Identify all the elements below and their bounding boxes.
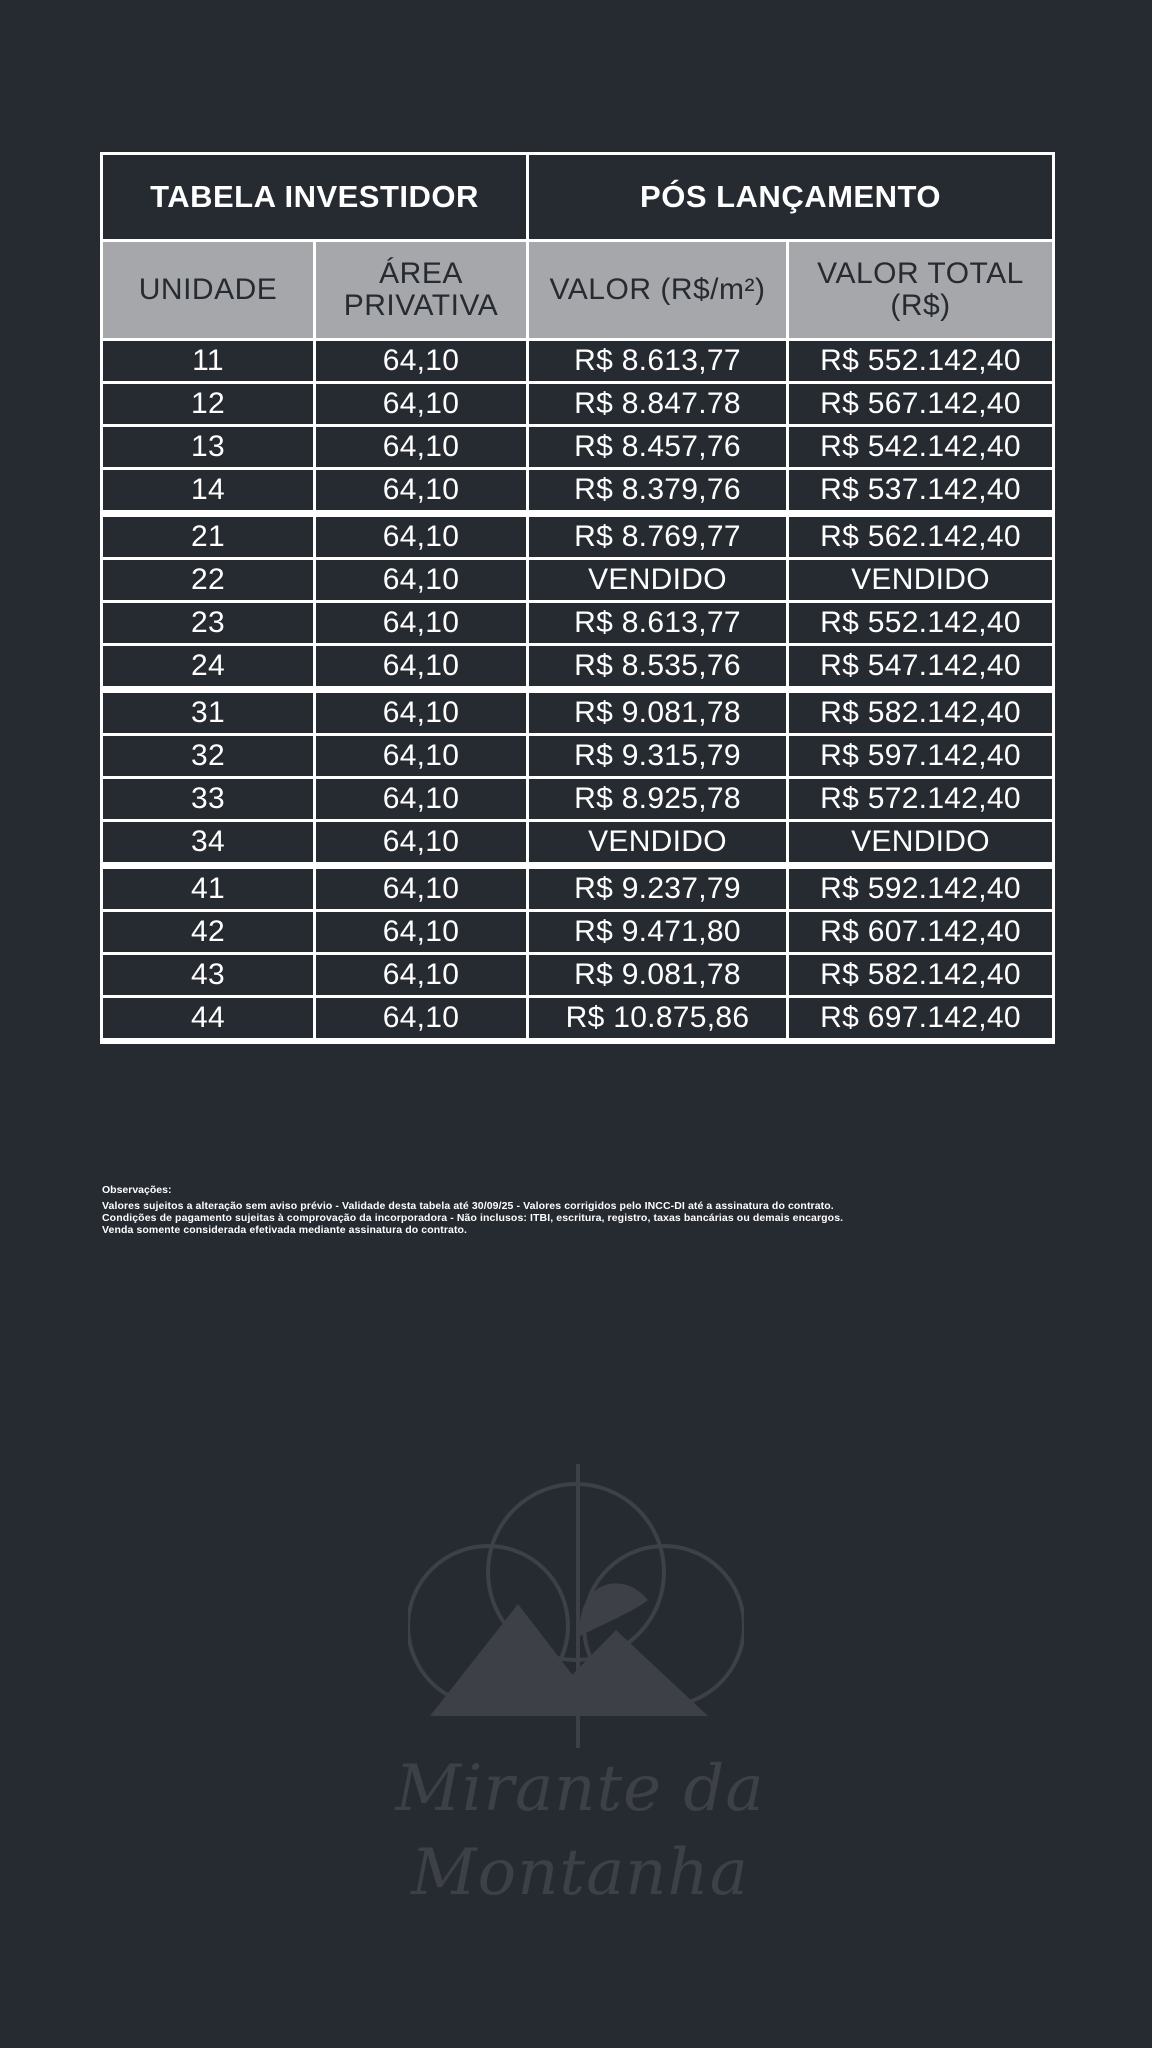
cell-unidade: 42 xyxy=(102,911,315,954)
logo-text-line2: Montanha xyxy=(411,1836,749,1910)
cell-valor-m2: R$ 9.471,80 xyxy=(528,911,788,954)
cell-valor-m2: R$ 10.875,86 xyxy=(528,997,788,1042)
cell-unidade: 22 xyxy=(102,559,315,602)
cell-area: 64,10 xyxy=(315,340,528,383)
cell-unidade: 32 xyxy=(102,735,315,778)
table-title-investidor: TABELA INVESTIDOR xyxy=(102,154,528,241)
cell-area: 64,10 xyxy=(315,645,528,690)
cell-unidade: 12 xyxy=(102,383,315,426)
cell-area: 64,10 xyxy=(315,778,528,821)
column-header-line: UNIDADE xyxy=(138,273,278,306)
column-header-area-privativa xyxy=(315,241,528,340)
table-row xyxy=(102,559,1054,602)
cell-unidade: 31 xyxy=(102,690,315,735)
cell-unidade: 14 xyxy=(102,469,315,514)
cell-area: 64,10 xyxy=(315,735,528,778)
table-row xyxy=(102,735,1054,778)
cell-unidade: 34 xyxy=(102,821,315,866)
cell-unidade: 11 xyxy=(102,340,315,383)
cell-area: 64,10 xyxy=(315,690,528,735)
column-header-unidade xyxy=(102,241,315,340)
cell-valor-m2: R$ 8.613,77 xyxy=(528,340,788,383)
cell-valor-total: R$ 542.142,40 xyxy=(788,426,1054,469)
table-row xyxy=(102,340,1054,383)
price-table xyxy=(100,152,1055,1044)
table-title-row xyxy=(102,154,1054,241)
table-row xyxy=(102,778,1054,821)
table-row xyxy=(102,645,1054,690)
cell-valor-total: VENDIDO xyxy=(788,559,1054,602)
cell-unidade: 44 xyxy=(102,997,315,1042)
cell-area: 64,10 xyxy=(315,911,528,954)
cell-area: 64,10 xyxy=(315,559,528,602)
table-row xyxy=(102,426,1054,469)
cell-valor-m2: R$ 8.613,77 xyxy=(528,602,788,645)
cell-unidade: 24 xyxy=(102,645,315,690)
cell-valor-m2: R$ 9.237,79 xyxy=(528,866,788,911)
column-header-line: VALOR (R$/m²) xyxy=(549,273,766,306)
table-row xyxy=(102,469,1054,514)
cell-valor-total: R$ 582.142,40 xyxy=(788,690,1054,735)
table-title-pos-lancamento: PÓS LANÇAMENTO xyxy=(528,154,1054,241)
cell-valor-total: R$ 562.142,40 xyxy=(788,514,1054,559)
cell-valor-total: R$ 572.142,40 xyxy=(788,778,1054,821)
observations-title: Observações: xyxy=(102,1184,172,1196)
table-row xyxy=(102,602,1054,645)
observations-line: Venda somente considerada efetivada mediante assinatura do contrato. xyxy=(102,1224,468,1236)
table-row xyxy=(102,383,1054,426)
observations xyxy=(102,1184,1062,1236)
logo-text-line1: Mirante da xyxy=(395,1752,765,1826)
cell-area: 64,10 xyxy=(315,469,528,514)
observations-line: Valores sujeitos a alteração sem aviso prévio - Validade desta tabela até 30/09/25 - Valores corrigidos pelo INCC-DI até a assinatura do contrato. xyxy=(102,1200,834,1212)
cell-valor-total: R$ 552.142,40 xyxy=(788,340,1054,383)
cell-valor-m2: R$ 9.315,79 xyxy=(528,735,788,778)
cell-valor-m2: R$ 8.457,76 xyxy=(528,426,788,469)
column-header-row xyxy=(102,241,1054,340)
column-header-line: PRIVATIVA xyxy=(343,289,499,322)
cell-valor-total: VENDIDO xyxy=(788,821,1054,866)
cell-valor-m2: R$ 9.081,78 xyxy=(528,954,788,997)
cell-valor-total: R$ 597.142,40 xyxy=(788,735,1054,778)
cell-valor-total: R$ 537.142,40 xyxy=(788,469,1054,514)
cell-valor-m2: VENDIDO xyxy=(528,559,788,602)
cell-valor-m2: R$ 8.535,76 xyxy=(528,645,788,690)
table-row xyxy=(102,690,1054,735)
cell-area: 64,10 xyxy=(315,383,528,426)
column-header-valor-m2 xyxy=(528,241,788,340)
table-row xyxy=(102,866,1054,911)
cell-valor-total: R$ 607.142,40 xyxy=(788,911,1054,954)
cell-unidade: 43 xyxy=(102,954,315,997)
cell-valor-m2: R$ 8.847.78 xyxy=(528,383,788,426)
cell-valor-total: R$ 547.142,40 xyxy=(788,645,1054,690)
cell-valor-total: R$ 552.142,40 xyxy=(788,602,1054,645)
cell-unidade: 23 xyxy=(102,602,315,645)
cell-area: 64,10 xyxy=(315,602,528,645)
column-header-line: ÁREA xyxy=(379,257,463,290)
cell-area: 64,10 xyxy=(315,866,528,911)
table-row xyxy=(102,821,1054,866)
cell-valor-m2: R$ 8.379,76 xyxy=(528,469,788,514)
column-header-line: (R$) xyxy=(890,289,951,322)
cell-valor-m2: R$ 9.081,78 xyxy=(528,690,788,735)
table-row xyxy=(102,997,1054,1042)
cell-valor-m2: R$ 8.769,77 xyxy=(528,514,788,559)
cell-valor-total: R$ 567.142,40 xyxy=(788,383,1054,426)
cell-valor-total: R$ 697.142,40 xyxy=(788,997,1054,1042)
cell-valor-m2: VENDIDO xyxy=(528,821,788,866)
cell-unidade: 13 xyxy=(102,426,315,469)
table-row xyxy=(102,911,1054,954)
cell-valor-m2: R$ 8.925,78 xyxy=(528,778,788,821)
cell-valor-total: R$ 582.142,40 xyxy=(788,954,1054,997)
cell-unidade: 21 xyxy=(102,514,315,559)
cell-unidade: 41 xyxy=(102,866,315,911)
cell-area: 64,10 xyxy=(315,821,528,866)
cell-area: 64,10 xyxy=(315,954,528,997)
cell-area: 64,10 xyxy=(315,514,528,559)
mountain-emblem-icon xyxy=(408,1460,744,1756)
cell-valor-total: R$ 592.142,40 xyxy=(788,866,1054,911)
cell-area: 64,10 xyxy=(315,997,528,1042)
table-row xyxy=(102,954,1054,997)
table-row xyxy=(102,514,1054,559)
column-header-line: VALOR TOTAL xyxy=(817,257,1024,290)
observations-line: Condições de pagamento sujeitas à comprovação da incorporadora - Não inclusos: ITBI, escritura, registro, taxas bancárias ou demais encargos. xyxy=(102,1212,844,1224)
column-header-valor-total xyxy=(788,241,1054,340)
cell-unidade: 33 xyxy=(102,778,315,821)
cell-area: 64,10 xyxy=(315,426,528,469)
